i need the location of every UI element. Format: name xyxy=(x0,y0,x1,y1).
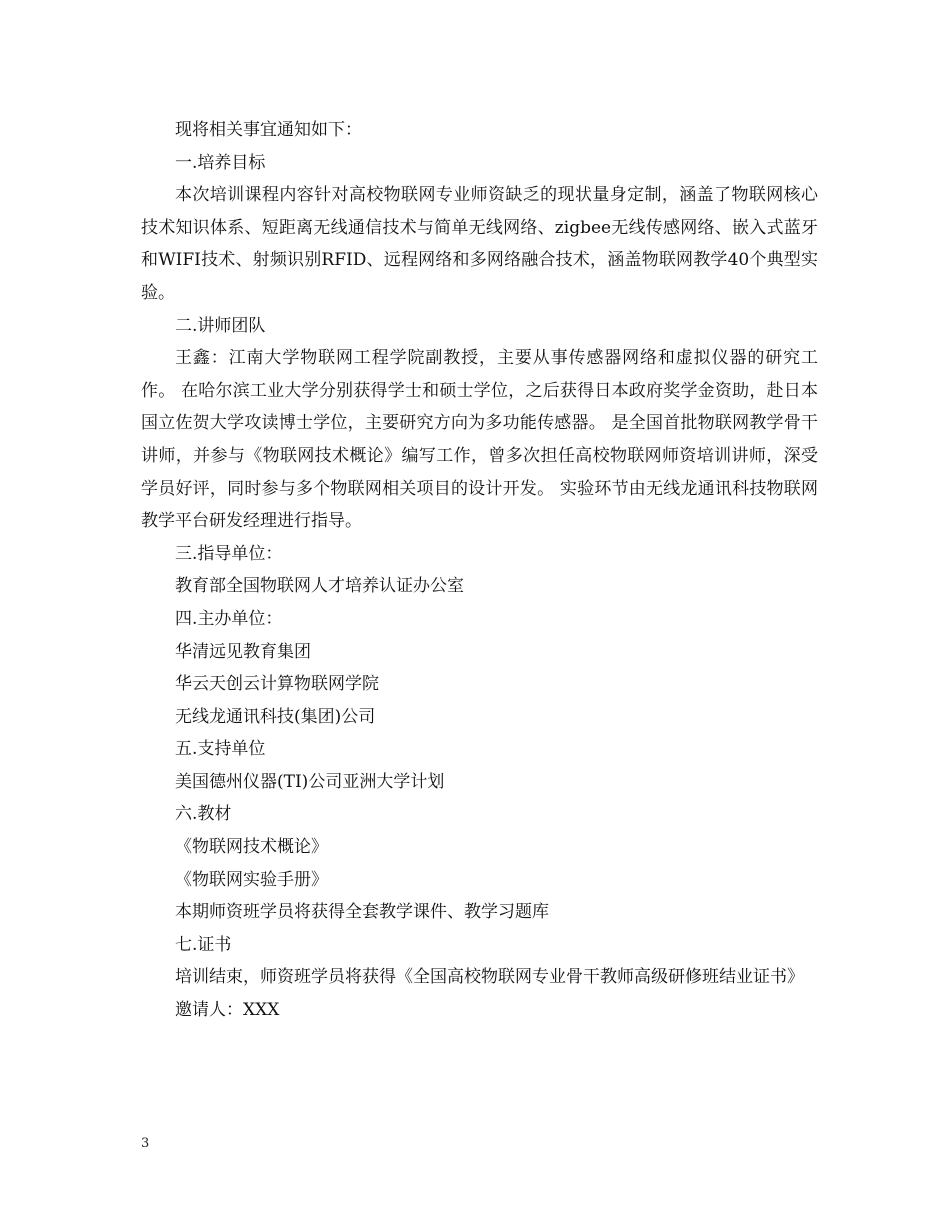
organizer-item: 华云天创云计算物联网学院 xyxy=(175,674,379,695)
section-heading-textbooks: 六.教材 xyxy=(175,804,232,825)
section-heading-guidance-unit: 三.指导单位： xyxy=(175,543,283,564)
guidance-unit-item: 教育部全国物联网人才培养认证办公室 xyxy=(175,576,464,597)
organizer-item: 无线龙通讯科技(集团)公司 xyxy=(175,706,376,727)
support-unit-item: 美国德州仪器(TI)公司亚洲大学计划 xyxy=(175,771,445,792)
section-heading-support-unit: 五.支持单位 xyxy=(175,739,266,760)
page-number: 3 xyxy=(141,1136,150,1151)
document-body xyxy=(141,114,818,1027)
organizer-item: 华清远见教育集团 xyxy=(175,641,311,662)
certificate-paragraph: 培训结束，师资班学员将获得《全国高校物联网专业骨干教师高级研修班结业证书》 xyxy=(175,967,804,988)
section-heading-organizers: 四.主办单位： xyxy=(175,608,283,629)
textbook-note: 本期师资班学员将获得全套教学课件、教学习题库 xyxy=(175,902,549,923)
training-goal-paragraph: 本次培训课程内容针对高校物联网专业师资缺乏的现状量身定制，涵盖了物联网核心技术知识体系、短距离无线通信技术与简单无线网络、zigbee无线传感网络、嵌入式蓝牙和WIFI技术、射频识别RFID、远程网络和多网络融合技术，涵盖物联网教学40个典型实验。 xyxy=(141,185,818,303)
intro-paragraph: 现将相关事宜通知如下： xyxy=(175,120,362,140)
inviter-line: 邀请人：XXX xyxy=(175,1000,280,1021)
textbook-item: 《物联网实验手册》 xyxy=(175,869,328,890)
textbook-item: 《物联网技术概论》 xyxy=(175,837,328,858)
lecturer-bio-paragraph: 王鑫：江南大学物联网工程学院副教授，主要从事传感器网络和虚拟仪器的研究工作。 在哈尔滨工业大学分别获得学士和硕士学位，之后获得日本政府奖学金资助，赴日本国立佐贺大学攻读博士学位，主要研究方向为多功能传感器。 是全国首批物联网教学骨干讲师，并参与《物联网技术概论》编写工作，曾多次担任高校物联网师资培训讲师，深受学员好评，同时参与多个物联网相关项目的设计开发。 实验环节由无线龙通讯科技物联网教学平台研发经理进行指导。 xyxy=(141,348,818,532)
section-heading-lecturer-team: 二.讲师团队 xyxy=(175,315,266,336)
section-heading-training-goal: 一.培养目标 xyxy=(175,152,266,173)
section-heading-certificate: 七.证书 xyxy=(175,934,232,955)
